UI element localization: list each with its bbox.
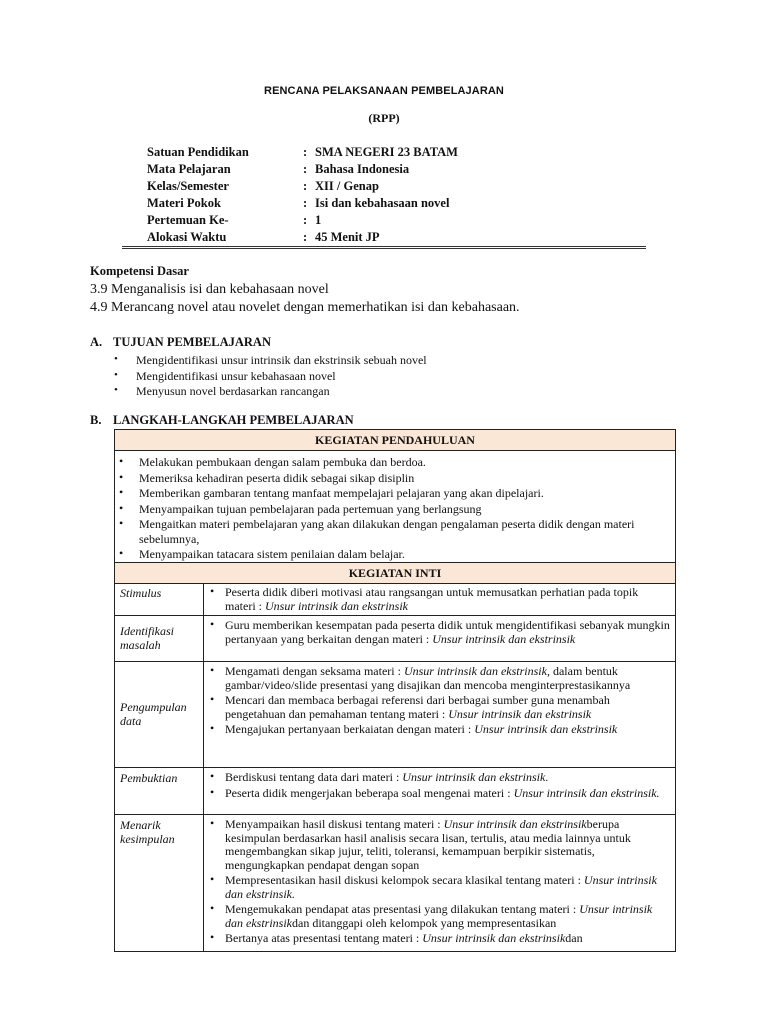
- list-item: [204, 694, 671, 721]
- item-emphasis: Unsur intrinsik dan ekstrinsik.: [225, 873, 657, 901]
- identity-key: Kelas/Semester: [147, 179, 229, 193]
- identity-sep: :: [303, 179, 308, 193]
- list-item: [204, 586, 671, 613]
- section-a-title: TUJUAN PEMBELAJARAN: [113, 335, 271, 349]
- section-b-heading: [90, 413, 354, 428]
- inti-row-label: Menarik kesimpulan: [115, 815, 204, 951]
- identity-sep: :: [303, 196, 308, 210]
- langkah-table: [114, 429, 676, 952]
- identity-sep: :: [303, 230, 308, 244]
- identity-sep: :: [303, 213, 308, 227]
- section-a-heading: [90, 335, 271, 350]
- item-text: Mengemukakan pendapat atas presentasi yang dilakukan tentang materi :: [225, 902, 580, 916]
- list-item: [204, 723, 671, 737]
- list-item: [204, 903, 671, 930]
- identity-row: [147, 162, 458, 179]
- identity-row: [147, 213, 458, 230]
- item-emphasis: Unsur intrinsik dan ekstrinsik: [403, 664, 547, 678]
- identity-key: Mata Pelajaran: [147, 162, 231, 176]
- item-text: Mempresentasikan hasil diskusi kelompok secara klasikal tentang materi :: [225, 873, 584, 887]
- item-emphasis: Unsur intrinsik dan ekstrinsik: [422, 931, 566, 945]
- inti-row-items: [204, 662, 675, 739]
- item-emphasis: Unsur intrinsik dan ekstrinsik: [443, 817, 587, 831]
- inti-row-stimulus: [115, 583, 675, 615]
- inti-row-pengumpulan: [115, 661, 675, 767]
- list-item: [204, 665, 671, 692]
- inti-row-kesimpulan: [115, 814, 675, 951]
- item-text: Menyampaikan hasil diskusi tentang materi :: [225, 817, 444, 831]
- identity-row: [147, 179, 458, 196]
- identity-sep: :: [303, 145, 308, 159]
- item-suffix: , dalam bentuk gambar/video/slide presentasi yang disajikan dan mencoba menginterprestasikannya: [225, 664, 631, 692]
- section-b-label: B.: [90, 413, 102, 427]
- item-suffix: berupa kesimpulan berdasarkan hasil analisis secara lisan, tertulis, atau media lainnya untuk mengembangkan sikap jujur, teliti, toleransi, kemampuan berpikir sistematis, mengungkapkan pendapat dengan sopan: [225, 817, 631, 872]
- item-text: Bertanya atas presentasi tentang materi :: [225, 931, 423, 945]
- kompetensi-item: 3.9 Menganalisis isi dan kebahasaan novel: [90, 282, 329, 297]
- item-text: Peserta didik diberi motivasi atau rangsangan untuk memusatkan perhatian pada topik materi :: [225, 585, 639, 613]
- pendahuluan-list: [115, 451, 675, 563]
- inti-row-label: Identifikasi masalah: [115, 616, 204, 661]
- inti-row-label: Stimulus: [115, 583, 204, 615]
- double-rule-divider: [122, 246, 646, 249]
- inti-row-label: Pembuktian: [115, 768, 204, 814]
- list-item: • Menyampaikan tujuan pembelajaran pada pertemuan yang berlangsung: [115, 502, 675, 517]
- item-text: Berdiskusi tentang data dari materi :: [225, 770, 403, 784]
- document-title: RENCANA PELAKSANAAN PEMBELAJARAN: [264, 85, 504, 97]
- pendahuluan-header: KEGIATAN PENDAHULUAN: [115, 430, 675, 451]
- identity-block: [147, 145, 458, 247]
- section-b-title: LANGKAH-LANGKAH PEMBELAJARAN: [113, 413, 354, 427]
- inti-row-items: [204, 616, 675, 648]
- list-item: [204, 818, 671, 872]
- identity-key: Alokasi Waktu: [147, 230, 227, 244]
- item-text: Peserta didik mengerjakan beberapa soal mengenai materi :: [225, 785, 514, 800]
- inti-row-items: [204, 583, 675, 615]
- kompetensi-heading: Kompetensi Dasar: [90, 264, 189, 278]
- item-suffix: .: [545, 770, 549, 784]
- inti-row-identifikasi: [115, 615, 675, 661]
- kompetensi-item: 4.9 Merancang novel atau novelet dengan memerhatikan isi dan kebahasaan.: [90, 300, 520, 315]
- item-emphasis: Unsur intrinsik dan ekstrinsik: [225, 902, 653, 930]
- list-item: • Memeriksa kehadiran peserta didik sebagai sikap disiplin: [115, 471, 675, 486]
- identity-value: SMA NEGERI 23 BATAM: [315, 145, 458, 159]
- inti-header: KEGIATAN INTI: [115, 562, 675, 584]
- identity-value: 45 Menit JP: [315, 230, 380, 244]
- list-item: [204, 932, 671, 946]
- list-item: • Mengaitkan materi pembelajaran yang akan dilakukan dengan pengalaman peserta didik dengan materi sebelumnya,: [115, 517, 675, 546]
- identity-key: Satuan Pendidikan: [147, 145, 249, 159]
- item-emphasis: Unsur intrinsik dan ekstrinsik: [264, 598, 408, 613]
- identity-value: XII / Genap: [315, 179, 379, 193]
- list-item: • Mengidentifikasi unsur intrinsik dan ekstrinsik sebuah novel: [114, 353, 427, 369]
- item-text: Guru memberikan kesempatan pada peserta didik untuk mengidentifikasi sebanyak mungkin pertanyaan yang berkaitan dengan materi :: [225, 618, 670, 646]
- identity-row: [147, 196, 458, 213]
- identity-row: [147, 145, 458, 162]
- list-item: [204, 787, 671, 801]
- item-text: Mengajukan pertanyaan berkaiatan dengan materi :: [225, 722, 475, 736]
- list-item: • Mengidentifikasi unsur kebahasaan novel: [114, 369, 427, 385]
- list-item: [204, 619, 671, 646]
- inti-row-pembuktian: [115, 767, 675, 814]
- list-item: • Memberikan gambaran tentang manfaat mempelajari pelajaran yang akan dipelajari.: [115, 486, 675, 501]
- item-emphasis: Unsur intrinsik dan ekstrinsik: [474, 722, 618, 736]
- item-emphasis: Unsur intrinsik dan ekstrinsik: [402, 770, 546, 784]
- identity-row: [147, 230, 458, 247]
- identity-key: Materi Pokok: [147, 196, 221, 210]
- list-item: [204, 874, 671, 901]
- identity-sep: :: [303, 162, 308, 176]
- inti-row-items: [204, 768, 675, 802]
- document-subtitle: (RPP): [368, 111, 400, 125]
- item-text: Mencari dan membaca berbagai referensi dari berbagai sumber guna menambah pengetahuan dan pemahaman tentang materi :: [225, 693, 610, 721]
- list-item: • Melakukan pembukaan dengan salam pembuka dan berdoa.: [115, 455, 675, 470]
- identity-key: Pertemuan Ke-: [147, 213, 229, 227]
- identity-value: Isi dan kebahasaan novel: [315, 196, 450, 210]
- identity-value: 1: [315, 213, 322, 227]
- item-emphasis: Unsur intrinsik dan ekstrinsik.: [513, 785, 660, 800]
- item-text: Mengamati dengan seksama materi :: [225, 664, 404, 678]
- item-suffix: dan: [565, 931, 583, 945]
- item-emphasis: Unsur intrinsik dan ekstrinsik: [448, 706, 592, 721]
- item-emphasis: Unsur intrinsik dan ekstrinsik: [432, 631, 576, 646]
- list-item: • Menyampaikan tatacara sistem penilaian dalam belajar.: [115, 547, 675, 562]
- identity-value: Bahasa Indonesia: [315, 162, 410, 176]
- section-a-label: A.: [90, 335, 103, 349]
- item-suffix: dan ditanggapi oleh kelompok yang mempresentasikan: [292, 915, 557, 930]
- inti-row-items: [204, 815, 675, 948]
- tujuan-list: [114, 353, 427, 400]
- list-item: • Menyusun novel berdasarkan rancangan: [114, 384, 427, 400]
- inti-row-label: Pengumpulan data: [115, 662, 204, 767]
- list-item: [204, 771, 671, 785]
